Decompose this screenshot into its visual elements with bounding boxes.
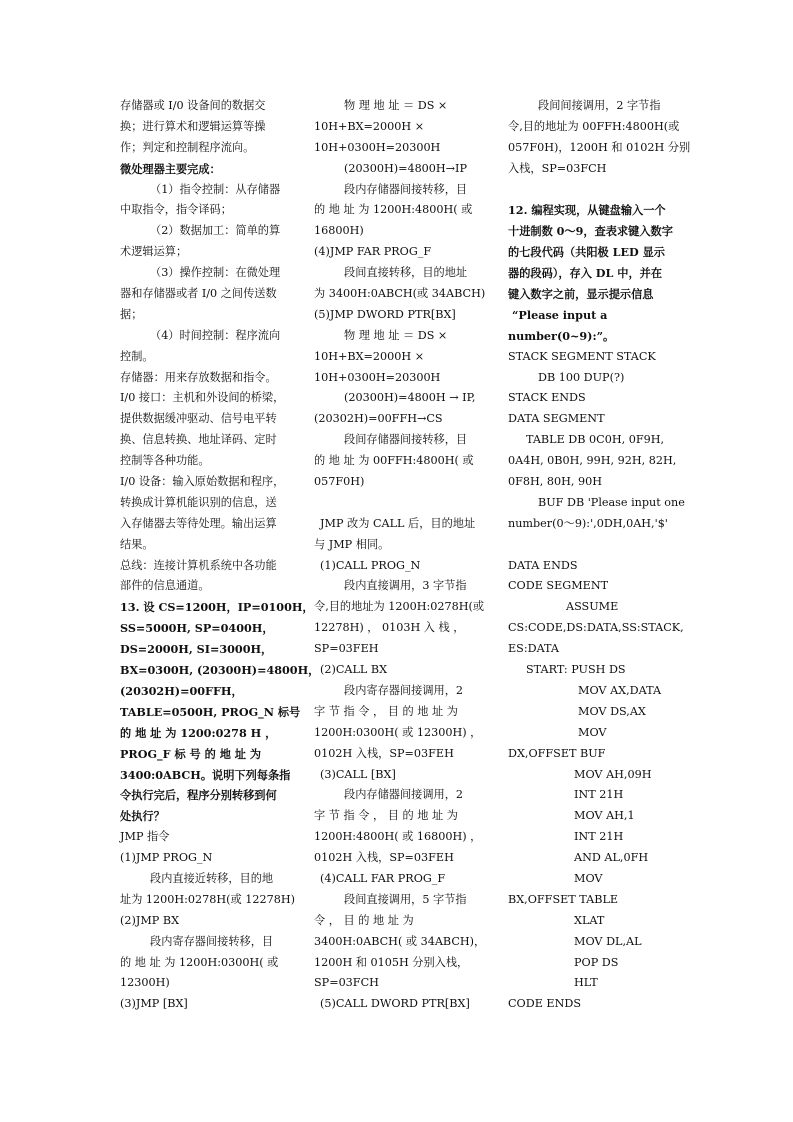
code-line: MOV <box>574 871 603 885</box>
column-3 <box>508 96 691 1015</box>
text-line: 段间存储器间接转移，目 <box>344 433 468 447</box>
text-line: 段内直接近转移，目的地 <box>150 871 274 885</box>
question-line: 令执行完后，程序分别转移到何 <box>120 788 277 803</box>
column-1 <box>120 96 320 1015</box>
heading-line: 微处理器主要完成： <box>120 161 221 176</box>
text-line: 术逻辑运算； <box>120 245 188 259</box>
text-line: (5)JMP DWORD PTR[BX] <box>314 307 456 321</box>
text-line: （1）指令控制：从存储器 <box>150 182 281 196</box>
question-line: 器的段码），存入 DL 中，并在 <box>508 266 663 281</box>
text-line: (20300H)=4800H→IP <box>344 161 467 175</box>
text-line: 总线：连接计算机系统中各功能 <box>120 558 277 572</box>
text-line: 段内存储器间接调用，2 <box>344 788 463 802</box>
code-line: BX,OFFSET TABLE <box>508 892 619 906</box>
code-line: HLT <box>574 976 598 990</box>
text-line: SP=03FCH <box>314 976 379 990</box>
text-line: 段内直接调用，3 字节指 <box>344 579 467 593</box>
text-line: (20302H)=00FFH→CS <box>314 412 443 426</box>
code-line: 0F8H, 80H, 90H <box>508 475 602 489</box>
question-line: 处执行？ <box>120 809 165 824</box>
text-line: (5)CALL DWORD PTR[BX] <box>320 997 470 1011</box>
text-line: 部件的信息通道。 <box>120 579 210 593</box>
text-line: 控制。 <box>120 349 154 363</box>
code-line: MOV AH,1 <box>574 809 635 823</box>
question-line: 的七段代码（共阳极 LED 显示 <box>508 245 665 260</box>
text-line: 段间直接调用，5 字节指 <box>344 892 467 906</box>
text-line: （3）操作控制：在微处理 <box>150 266 281 280</box>
text-line: 12278H) ， 0103H 入 栈 ， <box>314 621 465 635</box>
text-line: 057F0H)，1200H 和 0102H 分别 <box>508 140 691 154</box>
code-line: MOV AX,DATA <box>578 683 662 697</box>
text-line <box>314 493 482 514</box>
question-line: SS=5000H, SP=0400H， <box>120 621 274 636</box>
text-line: 令 ， 目 的 地 址 为 <box>314 913 414 927</box>
question-line: (20302H)=00FFH， <box>120 683 243 698</box>
text-line: 1200H 和 0105H 分别入栈， <box>314 955 469 969</box>
text-line: 10H+0300H=20300H <box>314 140 441 154</box>
text-line: 为 3400H:0ABCH(或 34ABCH) <box>314 287 486 301</box>
text-line: 令,目的地址为 1200H:0278H(或 <box>314 600 485 614</box>
text-line: 物 理 地 址 ＝ DS × <box>344 328 448 342</box>
text-line: （4）时间控制：程序流向 <box>150 328 281 342</box>
text-line: SP=03FEH <box>314 642 379 656</box>
code-line: ES:DATA <box>508 642 559 656</box>
code-line: INT 21H <box>574 788 624 802</box>
text-line: 3400H:0ABCH( 或 34ABCH)， <box>314 934 486 948</box>
text-line: 换；进行算术和逻辑运算等操 <box>120 119 266 133</box>
text-line: 10H+BX=2000H × <box>314 349 425 363</box>
text-line: (3)CALL [BX] <box>320 767 396 781</box>
text-line: 转换成计算机能识别的信息，送 <box>120 495 277 509</box>
text-line: 段内存储器间接转移，目 <box>344 182 468 196</box>
text-line: (1)JMP PROG_N <box>120 851 213 865</box>
code-line: CS:CODE,DS:DATA,SS:STACK, <box>508 621 684 635</box>
text-line: 段内寄存器间接转移，目 <box>150 934 274 948</box>
text-line: JMP 指令 <box>120 830 170 844</box>
code-line: MOV AH,09H <box>574 767 652 781</box>
question-line: BX=0300H, (20300H)=4800H， <box>120 663 320 678</box>
code-line: TABLE DB 0C0H, 0F9H, <box>526 433 665 447</box>
question-line: TABLE=0500H, PROG_N 标号 <box>120 704 301 719</box>
text-line: 的 地 址 为 00FFH:4800H( 或 <box>314 454 474 468</box>
text-line: I/0 设备：输入原始数据和程序， <box>120 475 285 489</box>
code-line: STACK ENDS <box>508 391 586 405</box>
question-line: 12. 编程实现，从键盘输入一个 <box>508 203 666 218</box>
question-line: 13. 设 CS=1200H，IP=0100H， <box>120 600 314 615</box>
code-line: STACK SEGMENT STACK <box>508 349 656 363</box>
text-line: 存储器：用来存放数据和指令。 <box>120 370 277 384</box>
question-line: 3400:0ABCH。说明下列每条指 <box>120 767 291 782</box>
text-line: (4)JMP FAR PROG_F <box>314 245 432 259</box>
code-line: DX,OFFSET BUF <box>508 746 606 760</box>
text-line: 12300H) <box>120 976 170 990</box>
text-line: 字 节 指 令 ， 目 的 地 址 为 <box>314 809 458 823</box>
text-line: 址为 1200H:0278H(或 12278H) <box>120 892 295 906</box>
question-line: 键入数字之前，显示提示信息 <box>508 287 654 302</box>
code-line: MOV DL,AL <box>574 934 642 948</box>
text-line: 存储器或 I/0 设备间的数据交 <box>120 99 266 112</box>
question-line: PROG_F 标 号 的 地 址 为 <box>120 746 262 761</box>
text-line: 字 节 指 令 ， 目 的 地 址 为 <box>314 704 458 718</box>
text-line <box>508 180 676 201</box>
text-line: 1200H:0300H( 或 12300H) ， <box>314 725 482 739</box>
text-line: (3)JMP [BX] <box>120 997 188 1011</box>
question-line: “Please input a <box>512 307 608 322</box>
text-line: 段内寄存器间接调用，2 <box>344 683 463 697</box>
text-line: 结果。 <box>120 537 154 551</box>
question-line: DS=2000H, SI=3000H， <box>120 642 273 657</box>
code-line <box>508 535 676 556</box>
text-line: 中取指令，指令译码； <box>120 203 232 217</box>
text-line: 作；判定和控制程序流向。 <box>120 140 255 154</box>
text-line: 1200H:4800H( 或 16800H) ， <box>314 830 482 844</box>
question-line: number(0~9):”。 <box>508 328 615 343</box>
code-line: CODE SEGMENT <box>508 579 609 593</box>
code-line: MOV DS,AX <box>578 704 646 718</box>
text-line: I/0 接口：主机和外设间的桥梁， <box>120 391 285 405</box>
text-line: 控制等各种功能。 <box>120 454 210 468</box>
code-line: DB 100 DUP(?) <box>538 370 625 384</box>
code-line: MOV <box>578 725 607 739</box>
text-line: 段间间接调用，2 字节指 <box>538 99 661 112</box>
code-line: START: PUSH DS <box>526 663 626 677</box>
code-line: CODE ENDS <box>508 997 582 1011</box>
text-line: 的 地 址 为 1200H:0300H( 或 <box>120 955 279 969</box>
text-line: 0102H 入栈，SP=03FEH <box>314 851 454 865</box>
code-line: INT 21H <box>574 830 624 844</box>
question-line: 十进制数 0～9，查表求键入数字 <box>508 224 673 239</box>
question-line: 的 地 址 为 1200:0278 H ， <box>120 725 277 740</box>
column-2 <box>314 96 486 1015</box>
text-line: 0102H 入栈，SP=03FEH <box>314 746 454 760</box>
text-line: (4)CALL FAR PROG_F <box>320 871 446 885</box>
text-line: (20300H)=4800H → IP, <box>344 391 476 405</box>
text-line: 057F0H) <box>314 475 365 489</box>
text-line: 与 JMP 相同。 <box>314 537 390 551</box>
code-line: number(0～9):',0DH,0AH,'$' <box>508 516 668 530</box>
code-line: 0A4H, 0B0H, 99H, 92H, 82H, <box>508 454 677 468</box>
text-line: 16800H) <box>314 224 364 238</box>
text-line: (2)CALL BX <box>320 663 388 677</box>
text-line: (1)CALL PROG_N <box>320 558 421 572</box>
code-line: POP DS <box>574 955 619 969</box>
text-line: 入存储器去等待处理。输出运算 <box>120 516 277 530</box>
text-line: 入栈，SP=03FCH <box>508 161 607 175</box>
code-line: BUF DB 'Please input one <box>538 495 685 509</box>
text-line: 段间直接转移，目的地址 <box>344 266 468 280</box>
text-line: 器和存储器或者 I/0 之间传送数 <box>120 287 277 301</box>
text-line: 10H+BX=2000H × <box>314 119 425 133</box>
text-line: （2）数据加工：简单的算 <box>150 224 281 238</box>
code-line: AND AL,0FH <box>574 851 649 865</box>
text-line: 换、信息转换、地址译码、定时 <box>120 433 277 447</box>
code-line: DATA SEGMENT <box>508 412 605 426</box>
text-line: (2)JMP BX <box>120 913 180 927</box>
text-line: 物 理 地 址 ＝ DS × <box>344 99 448 112</box>
code-line: DATA ENDS <box>508 558 578 572</box>
text-line: JMP 改为 CALL 后，目的地址 <box>320 516 476 530</box>
text-line: 提供数据缓冲驱动、信号电平转 <box>120 412 277 426</box>
code-line: XLAT <box>574 913 605 927</box>
text-line: 据； <box>120 307 143 321</box>
text-line: 令,目的地址为 00FFH:4800H(或 <box>508 119 680 133</box>
code-line: ASSUME <box>566 600 619 614</box>
text-line: 的 地 址 为 1200H:4800H( 或 <box>314 203 473 217</box>
text-line: 10H+0300H=20300H <box>314 370 441 384</box>
